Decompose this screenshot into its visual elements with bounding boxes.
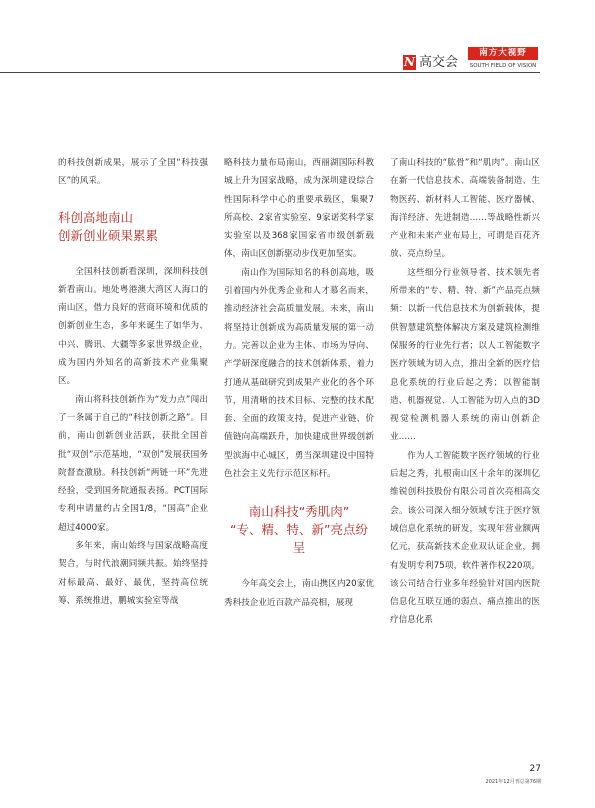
paragraph: 略科技力量布局南山，西丽湖国际科教城上升为国家战略，成为深圳建设综合性国际科学中心的重要承载区，集聚7所高校、2家省实验室、9家诺奖科学家实验室以及368家国家省市级创新载体，南山区创新驱动步伐更加坚实。 bbox=[224, 158, 374, 260]
article-column-1 bbox=[58, 154, 208, 610]
paragraph: 的科技创新成果，展示了全国“科技强区”的风采。 bbox=[58, 158, 208, 187]
magazine-logo-icon: N bbox=[404, 55, 415, 69]
heading-line: 创新创业硕果累累 bbox=[58, 227, 159, 243]
issue-info: 2021年12月刊总第76期 bbox=[485, 779, 541, 785]
article-column-3 bbox=[390, 154, 540, 630]
article-column-2 bbox=[224, 154, 374, 612]
section-heading bbox=[58, 209, 208, 245]
magazine-title: 高交会 bbox=[419, 55, 459, 70]
page-number: 27 bbox=[529, 764, 541, 774]
section-tag: 南方大视野 bbox=[468, 47, 538, 60]
section-subtitle: SOUTH FIELD OF VISION bbox=[469, 63, 537, 69]
section-heading bbox=[224, 503, 374, 557]
paragraph: 作为人工智能数字医疗领域的行业后起之秀，扎根南山区十余年的深圳亿维锐创科技股份有限公司首次亮相高交会。该公司深入细分领域专注于医疗领域信息化系统的研发，实现年营业额两亿元，获高新技术企业双认证企业，拥有发明专利75项，软件著作权220项。该公司结合行业多年经验针对国内医院信息化互联互通的弱点、痛点推出的医疗信息化系 bbox=[390, 450, 540, 626]
paragraph: 南山将科技创新作为“发力点”闯出了一条属于自己的“科技创新之路”。目前，南山创新创业活跃，获批全国首批“双创”示范基地，“双创”发展获国务院督查激励。科技创新“两链一环”先进经验，受到国务院通报表扬。PCT国际专利申请量约占全国1/8，“国高”企业超过4000家。 bbox=[58, 394, 208, 533]
paragraph: 了南山科技的“肱骨”和“肌肉”。南山区在新一代信息技术、高端装备制造、生物医药、新材料人工智能、医疗器械、海洋经济、先进制造……等战略性新兴产业和未来产业布局上，可谓是百花齐放、亮点纷呈。 bbox=[390, 158, 540, 260]
paragraph: 这些细分行业领导者、技术领先者所带来的“专、精、特、新”产品亮点频频：以新一代信息技术为创新载体，提供智慧建筑整体解决方案及建筑检测维保服务的行业先行者；以人工智能数字医疗领域为切入点，推出全新的医疗信息化系统的行业后起之秀；以智能制造、机器视觉、人工智能为切入点的3D视觉检测机器人系统的南山创新企业…… bbox=[390, 267, 540, 443]
heading-line: 科创高地南山 bbox=[58, 209, 134, 225]
paragraph: 今年高交会上，南山携区内20家优秀科技企业近百款产品亮相，展现 bbox=[224, 579, 374, 608]
heading-line: “专、精、特、新”亮点纷呈 bbox=[230, 522, 368, 556]
header-divider bbox=[0, 72, 540, 73]
paragraph: 全国科技创新看深圳，深圳科技创新看南山。地处粤港澳大湾区人海口的南山区，借力良好的营商环境和优质的创新创业生态，多年来诞生了如华为、中兴、腾讯、大疆等多家世界级企业，成为国内外知名的高新技术产业集聚区。 bbox=[58, 266, 208, 387]
heading-line: 南山科技“秀肌肉” bbox=[248, 504, 350, 520]
paragraph: 南山作为国际知名的科创高地，吸引着国内外优秀企业和人才慕名而来，推动经济社会高质量发展。未来，南山将坚持让创新成为高质量发展的第一动力。完善以企业为主体、市场为导向、产学研深度融合的技术创新体系，着力打通从基础研究到成果产业化的各个环节，用清晰的技术目标、完整的技术配套、全面的政策支持，促进产业链、价值链向高端跃升，加快建成世界级创新型滨海中心城区，勇当深圳建设中国特色社会主义先行示范区标杆。 bbox=[224, 267, 374, 480]
paragraph: 多年来，南山始终与国家战略高度契合，与时代浪潮同频共振。始终坚持对标最高、最好、最优，坚持高位统筹、系统推进，鹏城实验室等战 bbox=[58, 541, 208, 606]
